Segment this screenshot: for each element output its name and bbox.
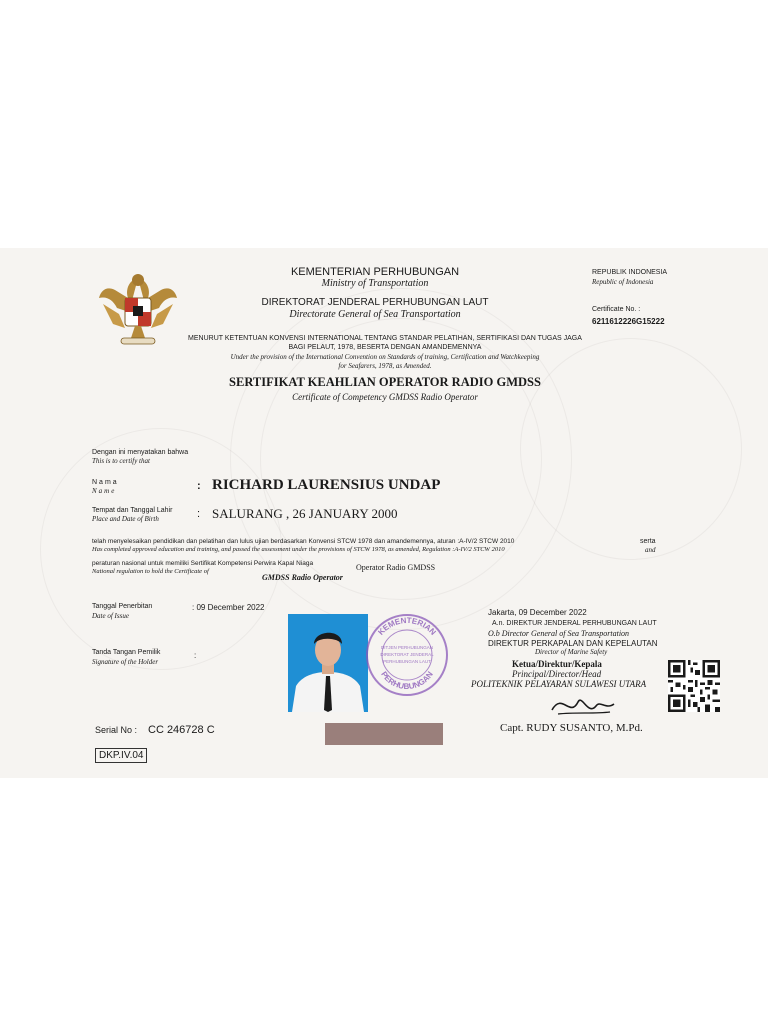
- holder-signature-colon: :: [194, 651, 197, 660]
- competency-en: GMDSS Radio Operator: [262, 573, 343, 582]
- signatory-director-id: DIREKTUR PERKAPALAN DAN KEPELAUTAN: [488, 639, 658, 648]
- certificate: [0, 248, 768, 778]
- birth-place-date: SALURANG , 26 JANUARY 2000: [212, 506, 398, 521]
- signatory-on-behalf-en: O.b Director General of Sea Transportation: [488, 629, 630, 638]
- convention-text-id-2: BAGI PELAUT, 1978, BESERTA DENGAN AMANDEMENNYA: [288, 344, 482, 351]
- serta-text: serta: [640, 538, 656, 545]
- signatory-head-en: Principal/Director/Head: [512, 669, 602, 679]
- certificate-title-en: Certificate of Competency GMDSS Radio Operator: [292, 392, 478, 402]
- name-colon: :: [197, 480, 201, 492]
- birth-colon: :: [197, 508, 201, 520]
- garuda-emblem-icon: [95, 268, 181, 350]
- birth-label-id: Tempat dan Tanggal Lahir: [92, 507, 173, 514]
- birth-label-en: Place and Date of Birth: [92, 515, 159, 523]
- convention-text-en-1: Under the provision of the International Convention on Standards of training, Certification and Watchkeeping: [230, 353, 540, 361]
- signatory-institution: POLITEKNIK PELAYARAN SULAWESI UTARA: [471, 679, 647, 689]
- certificate-number: 6211612226G15222: [592, 317, 665, 326]
- certify-text-en: This is to certify that: [92, 457, 150, 465]
- completed-text-en: Has completed approved education and training, and passed the assessment under the provisions of STCW 1978, as amended, Regulation :A-IV/2 STCW 2010: [92, 546, 505, 553]
- and-text: and: [645, 546, 656, 554]
- directorate-title-en: Directorate General of Sea Transportation: [289, 309, 461, 320]
- completed-text-id: telah menyelesaikan pendidikan dan pelatihan dan lulus ujian berdasarkan Konvensi STCW 1978 dan amandemennya, aturan :A-IV/2 STCW 2010: [92, 538, 515, 545]
- republic-id: REPUBLIK INDONESIA: [592, 269, 668, 276]
- ministry-title-en: Ministry of Transportation: [321, 278, 429, 289]
- directorate-title-id: DIREKTORAT JENDERAL PERHUBUNGAN LAUT: [261, 297, 489, 308]
- form-code: DKP.IV.04: [95, 748, 147, 763]
- issue-date: : 09 December 2022: [192, 603, 265, 612]
- holder-signature-label-id: Tanda Tangan Pemilik: [92, 649, 161, 656]
- national-text-id: peraturan nasional untuk memiliki Sertifikat Kompetensi Perwira Kapal Niaga: [92, 560, 314, 567]
- qr-code-icon: [668, 660, 720, 712]
- convention-text-en-2: for Seafarers, 1978, as Amended.: [338, 362, 432, 370]
- certificate-title-id: SERTIFIKAT KEAHLIAN OPERATOR RADIO GMDSS: [229, 375, 541, 389]
- republic-en: Republic of Indonesia: [592, 278, 654, 286]
- holder-signature-label-en: Signature of the Holder: [92, 658, 159, 666]
- serial-number-label: Serial No :: [95, 725, 138, 735]
- signatory-director-en: Director of Marine Safety: [535, 648, 608, 656]
- signatory-on-behalf-id: A.n. DIREKTUR JENDERAL PERHUBUNGAN LAUT: [492, 620, 657, 627]
- official-signature-icon: [548, 688, 618, 720]
- redacted-signature: [325, 723, 443, 745]
- ministry-title-id: KEMENTERIAN PERHUBUNGAN: [290, 266, 460, 278]
- name-label-id: Nama: [92, 479, 119, 486]
- stamp-center-2: DIREKTORAT JENDERAL: [380, 652, 434, 657]
- certificate-number-label: Certificate No. :: [592, 306, 641, 313]
- stamp-center-1: DITJEN PERHUBUNGAN: [380, 645, 434, 650]
- official-stamp-icon: [365, 613, 449, 697]
- issue-date-label-id: Tanggal Penerbitan: [92, 603, 153, 610]
- signatory-head-id: Ketua/Direktur/Kepala: [512, 659, 602, 669]
- convention-text-id-1: MENURUT KETENTUAN KONVENSI INTERNATIONAL TENTANG STANDAR PELATIHAN, SERTIFIKASI DAN TUGAS JAGA: [188, 335, 582, 342]
- stamp-ring-bottom: PERHUBUNGAN: [379, 669, 435, 692]
- holder-photo: [288, 614, 368, 712]
- certify-text-id: Dengan ini menyatakan bahwa: [92, 449, 189, 456]
- issue-date-label-en: Date of Issue: [92, 612, 129, 620]
- national-text-en: National regulation to hold the Certificate of: [92, 568, 209, 575]
- svg-text:KEMENTERIAN: [376, 616, 438, 637]
- stamp-center-3: PERHUBUNGAN LAUT: [383, 659, 431, 664]
- serial-number: CC 246728 C: [148, 724, 215, 736]
- stamp-ring-top: KEMENTERIAN: [376, 615, 438, 637]
- competency-id: Operator Radio GMDSS: [356, 563, 436, 572]
- holder-portrait-icon: [288, 614, 368, 712]
- issue-place-date: Jakarta, 09 December 2022: [488, 608, 587, 617]
- holder-name: RICHARD LAURENSIUS UNDAP: [212, 477, 441, 493]
- name-label-en: Name: [92, 487, 117, 495]
- signatory-name: Capt. RUDY SUSANTO, M.Pd.: [500, 722, 643, 734]
